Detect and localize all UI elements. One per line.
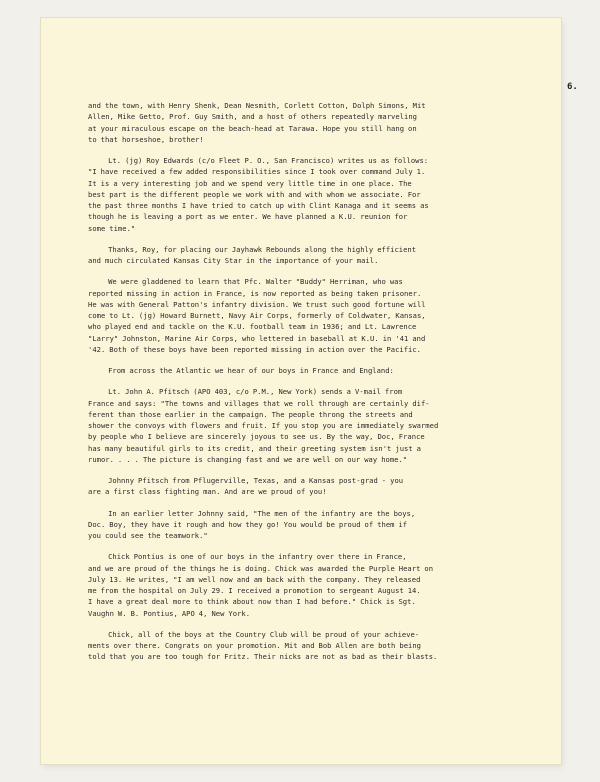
paragraph (88, 100, 528, 145)
text-line: '42. Both of these boys have been reported missing in action over the Pacific. (88, 344, 421, 354)
text-line: are a first class fighting man. And are we proud of you! (88, 487, 327, 497)
text-line: and the town, with Henry Shenk, Dean Nesmith, Corlett Cotton, Dolph Simons, Mit (88, 101, 426, 110)
text-line: Johnny Pfitsch from Pflugerville, Texas, and a Kansas post-grad - you (88, 476, 404, 485)
text-line: "I have received a few added responsibilities since I took over command July 1. (88, 167, 426, 177)
paragraph (88, 551, 528, 619)
text-line: Thanks, Roy, for placing our Jayhawk Rebounds along the highly efficient (88, 244, 417, 254)
text-line: Allen, Mike Getto, Prof. Guy Smith, and a host of others repeatedly marveling (88, 112, 417, 122)
text-line: ferent than those earlier in the campaign. The people throng the streets and (88, 409, 413, 419)
text-line: you could see the teamwork." (88, 531, 208, 540)
paragraph (88, 244, 528, 267)
text-line: best part is the different people we work with and with whom we associate. For (88, 189, 421, 199)
paragraph (88, 365, 528, 376)
paragraph (88, 386, 528, 465)
letter-body (88, 100, 528, 673)
text-line: France and says: "The towns and villages that we roll through are certainly dif- (88, 398, 430, 408)
text-line: July 13. He writes, "I am well now and am back with the company. They released (88, 574, 421, 584)
text-line: Lt. John A. Pfitsch (APO 403, c/o P.M., New York) sends a V-mail from (88, 387, 403, 397)
text-line: though he is leaving a port as we enter. We have planned a K.U. reunion for (88, 212, 408, 222)
text-line: "Larry" Johnston, Marine Air Corps, who lettered in baseball at K.U. in '41 and (88, 333, 426, 343)
paragraph (88, 629, 528, 663)
text-line: and much circulated Kansas City Star in the importance of your mail. (88, 256, 379, 265)
text-line: It is a very interesting job and we spend very little time in one place. The (88, 178, 412, 188)
text-line: some time." (88, 223, 136, 233)
text-line: has many beautiful girls to its credit, and their greeting system isn't just a (88, 443, 421, 453)
text-line: told that you are too tough for Fritz. Their nicks are not as bad as their blasts. (88, 652, 438, 662)
text-line: Chick Pontius is one of our boys in the infantry over there in France, (88, 552, 407, 562)
text-line: the past three months I have tried to catch up with Clint Kanaga and it seems as (88, 201, 429, 210)
text-line: We were gladdened to learn that Pfc. Walter "Buddy" Herriman, who was (88, 277, 403, 287)
text-line: From across the Atlantic we hear of our boys in France and England: (88, 366, 394, 375)
text-line: Vaughn W. B. Pontius, APO 4, New York. (88, 608, 251, 618)
text-line: to that horseshoe, brother! (88, 134, 204, 144)
paragraph (88, 276, 528, 355)
text-line: at your miraculous escape on the beach-head at Tarawa. Hope you still hang on (88, 123, 417, 133)
paragraph (88, 155, 528, 234)
text-line: ments over there. Congrats on your promotion. Mit and Bob Allen are both being (88, 641, 421, 650)
text-line: by people who I believe are sincerely joyous to see us. By the way, Doc, France (88, 432, 425, 442)
text-line: He was with General Patton's infantry division. We trust such good fortune will (88, 299, 426, 309)
text-line: and we are proud of the things he is doing. Chick was awarded the Purple Heart on (88, 563, 434, 573)
paragraph (88, 475, 528, 498)
text-line: rumor. . . . The picture is changing fast and we are well on our way home." (88, 454, 408, 464)
text-line: Doc. Boy, they have it rough and how they go! You would be proud of them if (88, 519, 408, 529)
text-line: Chick, all of the boys at the Country Club will be proud of your achieve- (88, 629, 420, 639)
page-number: 6. (567, 82, 578, 92)
text-line: Lt. (jg) Roy Edwards (c/o Fleet P. O., San Francisco) writes us as follows: (88, 156, 429, 165)
text-line: I have a great deal more to think about now than I had before." Chick is Sgt. (88, 597, 416, 607)
text-line: me from the hospital on July 29. I received a promotion to sergeant August 14. (88, 586, 421, 595)
text-line: reported missing in action in France, is now reported as being taken prisoner. (88, 288, 422, 298)
text-line: In an earlier letter Johnny said, "The men of the infantry are the boys, (88, 508, 416, 518)
paragraph (88, 508, 528, 542)
text-line: shower the convoys with flowers and fruit. If you stop you are immediately swarmed (88, 421, 439, 430)
text-line: come to Lt. (jg) Howard Burnett, Navy Air Corps, formerly of Coldwater, Kansas, (88, 311, 426, 320)
text-line: who played end and tackle on the K.U. football team in 1936; and Lt. Lawrence (88, 322, 417, 332)
